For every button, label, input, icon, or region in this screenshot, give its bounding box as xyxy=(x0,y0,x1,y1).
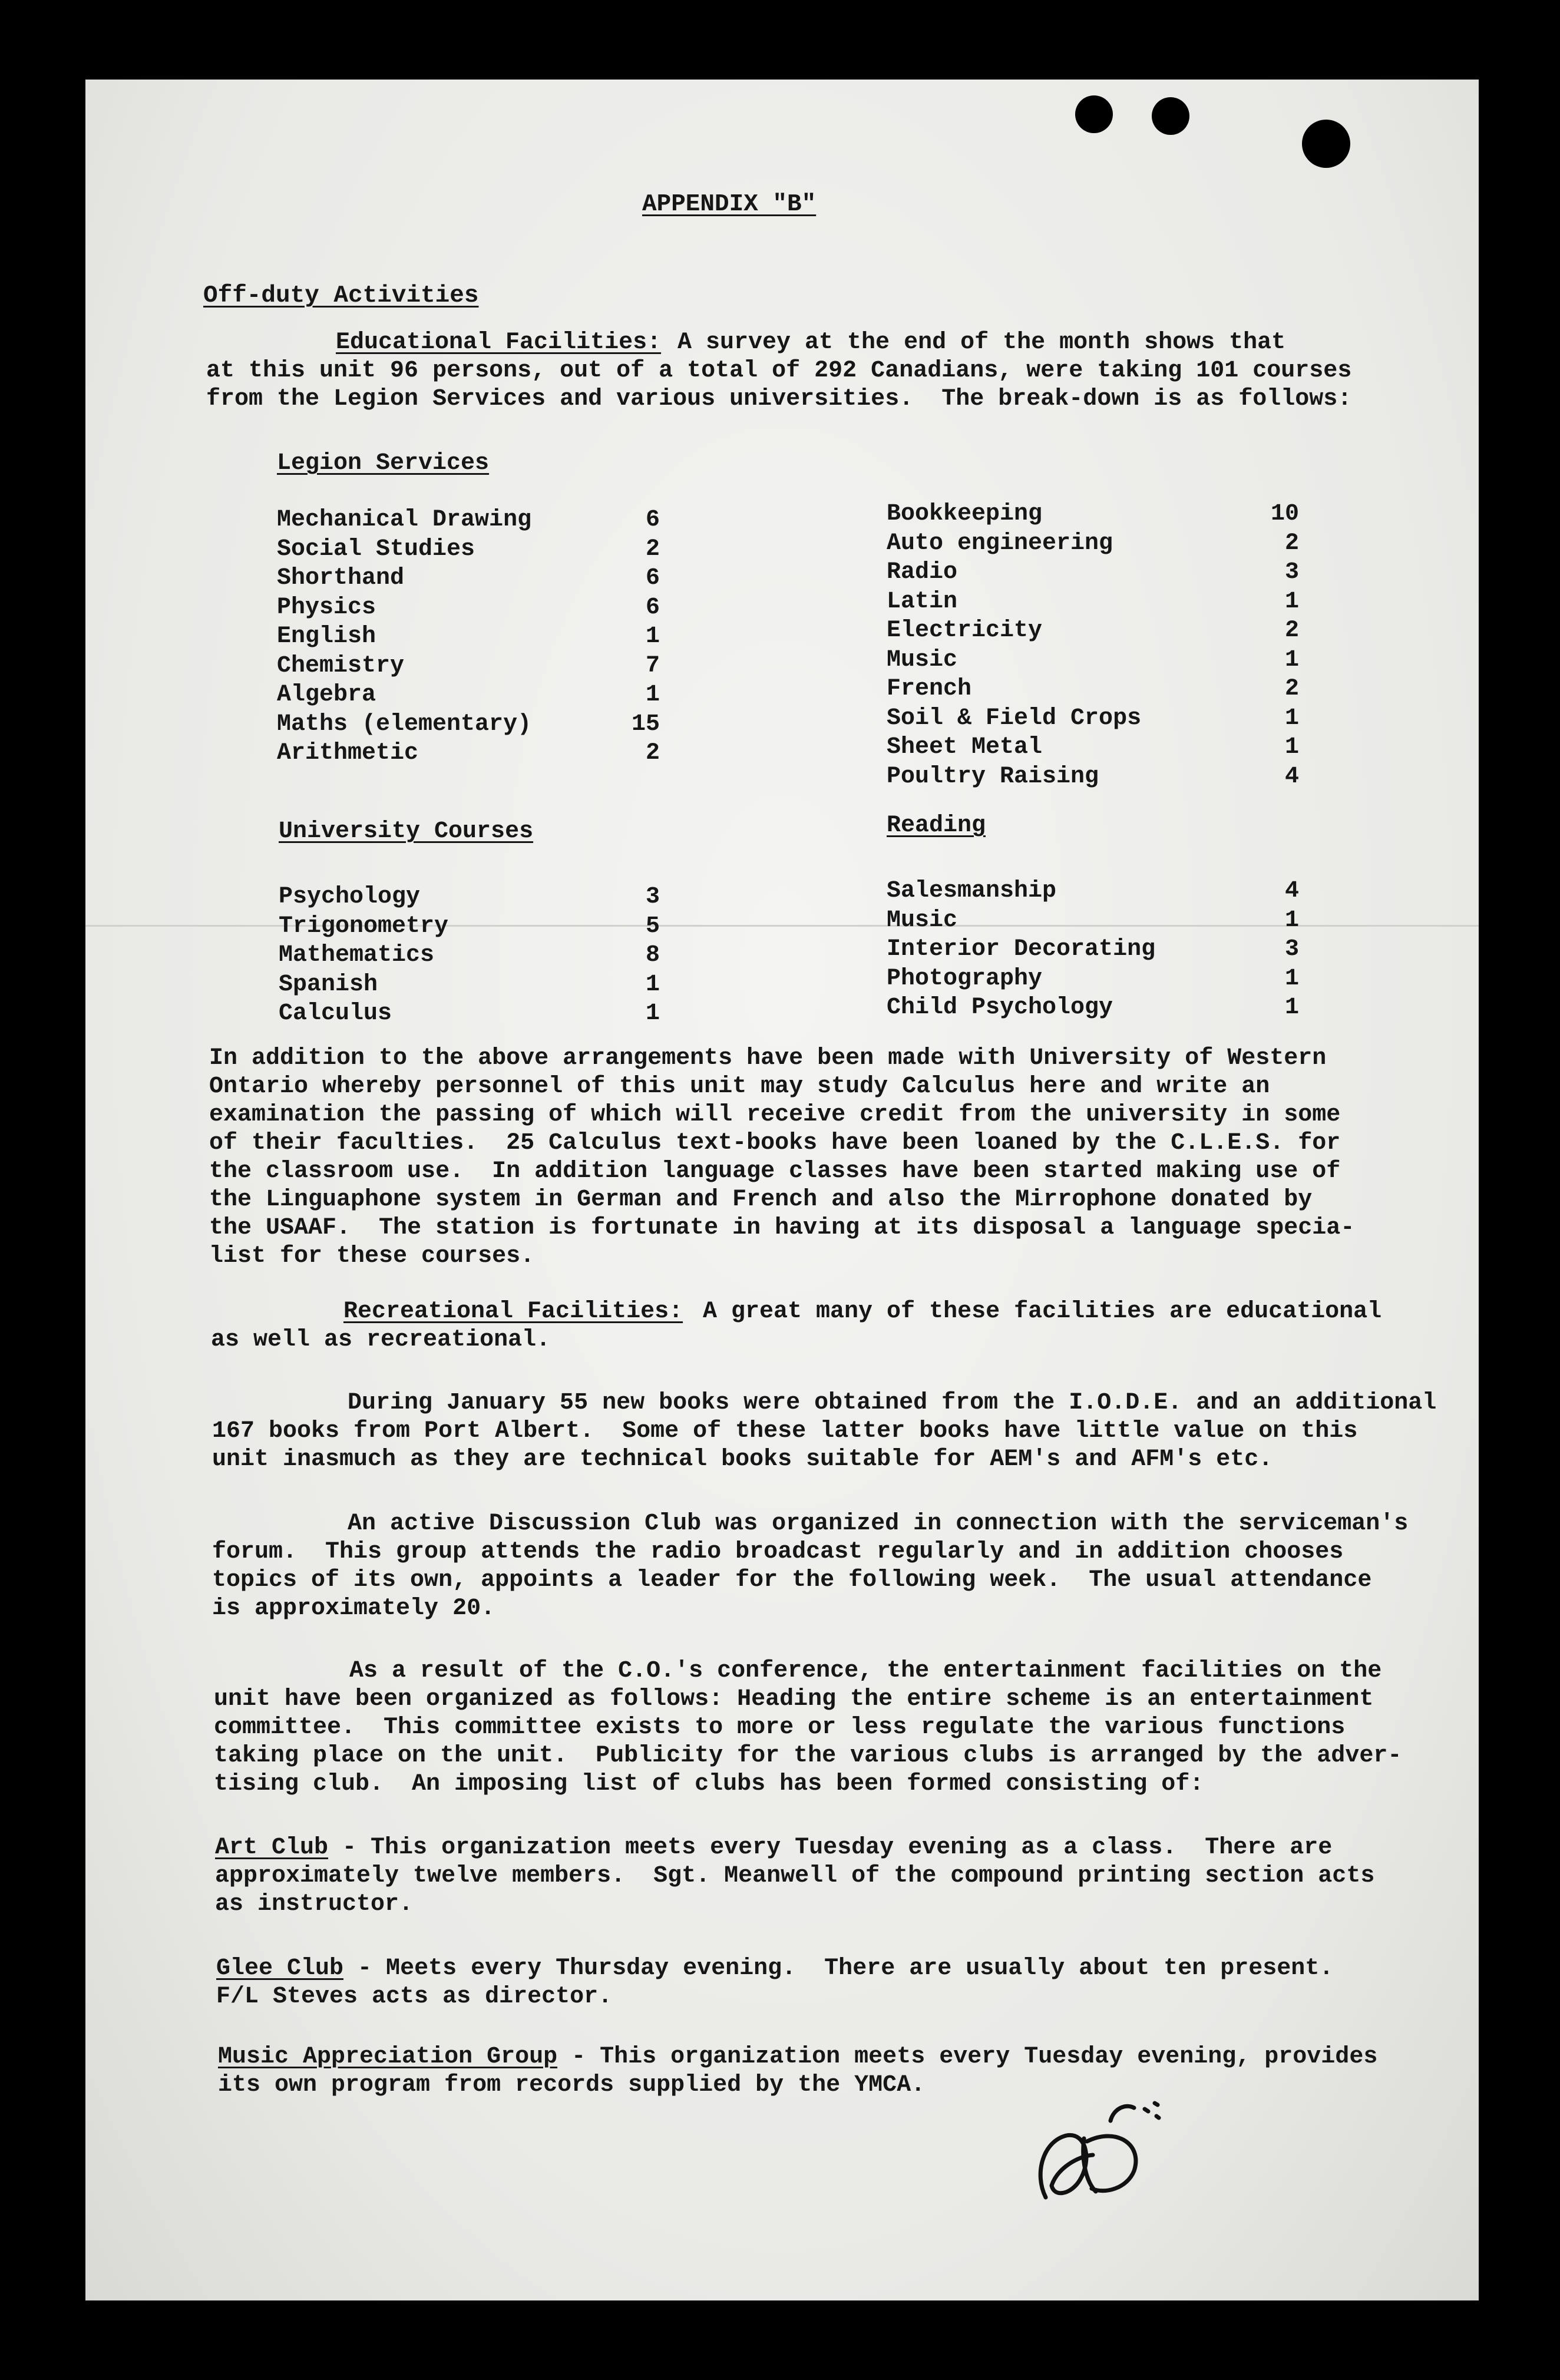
education-line: A survey at the end of the month shows that xyxy=(677,329,1286,356)
music-group-line: its own program from records supplied by the YMCA. xyxy=(218,2072,926,2098)
discussion-paragraph-line: topics of its own, appoints a leader for the following week. The usual attendance xyxy=(212,1567,1372,1594)
glee-club-text: - Meets every Thursday evening. There are usually about ten present. xyxy=(343,1955,1334,1982)
music-group-text: - This organization meets every Tuesday evening, provides xyxy=(557,2044,1378,2070)
addition-paragraph-line: the Linguaphone system in German and French and also the Mirrophone donated by xyxy=(209,1186,1313,1213)
addition-paragraph-line: the USAAF. The station is fortunate in having at its disposal a language specia- xyxy=(209,1215,1355,1241)
course-row: Spanish 1 xyxy=(279,971,660,998)
glee-club-line: F/L Steves acts as director. xyxy=(216,1984,613,2010)
art-club-line: approximately twelve members. Sgt. Meanwell of the compound printing section acts xyxy=(215,1863,1375,1889)
art-club-line: as instructor. xyxy=(215,1891,414,1918)
course-row: Sheet Metal 1 xyxy=(887,734,1299,761)
conference-paragraph-line: tising club. An imposing list of clubs has been formed consisting of: xyxy=(214,1771,1204,1797)
course-row: Psychology 3 xyxy=(279,884,660,910)
course-row: Child Psychology 1 xyxy=(887,994,1299,1021)
course-row: Arithmetic 2 xyxy=(277,740,660,766)
course-row: Chemistry 7 xyxy=(277,652,660,679)
glee-club-entry xyxy=(216,1955,1333,1983)
art-club-entry xyxy=(215,1834,1332,1862)
education-line: at this unit 96 persons, out of a total of 292 Canadians, were taking 101 courses xyxy=(206,358,1352,384)
discussion-paragraph-line: forum. This group attends the radio broadcast regularly and in addition chooses xyxy=(212,1539,1344,1565)
course-row: Algebra 1 xyxy=(277,682,660,708)
books-paragraph-line: unit inasmuch as they are technical books suitable for AEM's and AFM's etc. xyxy=(212,1446,1273,1473)
books-paragraph-line: During January 55 new books were obtained from the I.O.D.E. and an additional xyxy=(348,1390,1437,1416)
university-heading: University Courses xyxy=(279,818,534,845)
course-row: Photography 1 xyxy=(887,965,1299,992)
addition-paragraph-line: of their faculties. 25 Calculus text-books have been loaned by the C.L.E.S. for xyxy=(209,1130,1341,1156)
music-group-name: Music Appreciation Group xyxy=(218,2044,558,2070)
legion-heading: Legion Services xyxy=(277,450,490,477)
conference-paragraph-line: committee. This committee exists to more or less regulate the various functions xyxy=(214,1714,1346,1741)
section-title: Off-duty Activities xyxy=(203,282,479,309)
course-row: Maths (elementary) 15 xyxy=(277,710,660,738)
addition-paragraph-line: examination the passing of which will receive credit from the university in some xyxy=(209,1102,1341,1128)
glee-club-name: Glee Club xyxy=(216,1955,344,1982)
recreation-line: A great many of these facilities are educational xyxy=(703,1298,1382,1325)
course-row: Poultry Raising 4 xyxy=(887,763,1299,790)
course-row: Bookkeeping 10 xyxy=(887,501,1299,527)
course-row: English 1 xyxy=(277,623,660,650)
recreation-line: as well as recreational. xyxy=(211,1327,551,1353)
legion-right-list xyxy=(887,500,1299,791)
discussion-paragraph-line: An active Discussion Club was organized in connection with the serviceman's xyxy=(348,1510,1409,1537)
course-row: Mechanical Drawing 6 xyxy=(277,507,660,533)
course-row: Interior Decorating 3 xyxy=(887,936,1299,963)
art-club-name: Art Club xyxy=(215,1834,329,1861)
conference-paragraph-line: As a result of the C.O.'s conference, the entertainment facilities on the xyxy=(349,1658,1382,1684)
course-row: Soil & Field Crops 1 xyxy=(887,705,1299,732)
conference-paragraph-line: taking place on the unit. Publicity for the various clubs is arranged by the adver- xyxy=(214,1743,1402,1769)
university-list xyxy=(279,882,660,1029)
course-row: Salesmanship 4 xyxy=(887,878,1299,904)
course-row: Shorthand 6 xyxy=(277,565,660,591)
course-row: Mathematics 8 xyxy=(279,942,660,968)
punch-hole xyxy=(1152,97,1189,135)
appendix-title: APPENDIX "B" xyxy=(642,191,817,218)
punch-hole xyxy=(1075,95,1113,133)
reading-heading: Reading xyxy=(887,812,986,839)
initials-signature xyxy=(1022,2085,1175,2215)
punch-hole xyxy=(1302,120,1350,168)
course-row: Radio 3 xyxy=(887,559,1299,586)
document-page xyxy=(85,80,1479,2300)
course-row: Auto engineering 2 xyxy=(887,530,1299,557)
course-row: French 2 xyxy=(887,676,1299,702)
addition-paragraph-line: Ontario whereby personnel of this unit may study Calculus here and write an xyxy=(209,1073,1270,1100)
education-line: from the Legion Services and various universities. The break-down is as follows: xyxy=(206,386,1352,412)
course-row: Latin 1 xyxy=(887,588,1299,615)
education-heading: Educational Facilities: xyxy=(336,329,662,356)
music-group-entry xyxy=(218,2043,1377,2071)
course-row: Trigonometry 5 xyxy=(279,913,660,940)
addition-paragraph-line: the classroom use. In addition language classes have been started making use of xyxy=(209,1158,1341,1185)
course-row: Social Studies 2 xyxy=(277,536,660,563)
legion-left-list xyxy=(277,505,660,768)
course-row: Calculus 1 xyxy=(279,1000,660,1027)
conference-paragraph-line: unit have been organized as follows: Heading the entire scheme is an entertainment xyxy=(214,1686,1374,1713)
course-row: Music 1 xyxy=(887,907,1299,934)
reading-list xyxy=(887,877,1299,1023)
art-club-text: - This organization meets every Tuesday evening as a class. There are xyxy=(328,1834,1333,1861)
discussion-paragraph-line: is approximately 20. xyxy=(212,1595,495,1622)
addition-paragraph-line: list for these courses. xyxy=(209,1243,535,1270)
course-row: Music 1 xyxy=(887,646,1299,673)
addition-paragraph-line: In addition to the above arrangements have been made with University of Western xyxy=(209,1045,1327,1072)
course-row: Electricity 2 xyxy=(887,617,1299,644)
books-paragraph-line: 167 books from Port Albert. Some of these latter books have little value on this xyxy=(212,1418,1358,1444)
course-row: Physics 6 xyxy=(277,594,660,621)
recreation-heading: Recreational Facilities: xyxy=(343,1298,683,1325)
